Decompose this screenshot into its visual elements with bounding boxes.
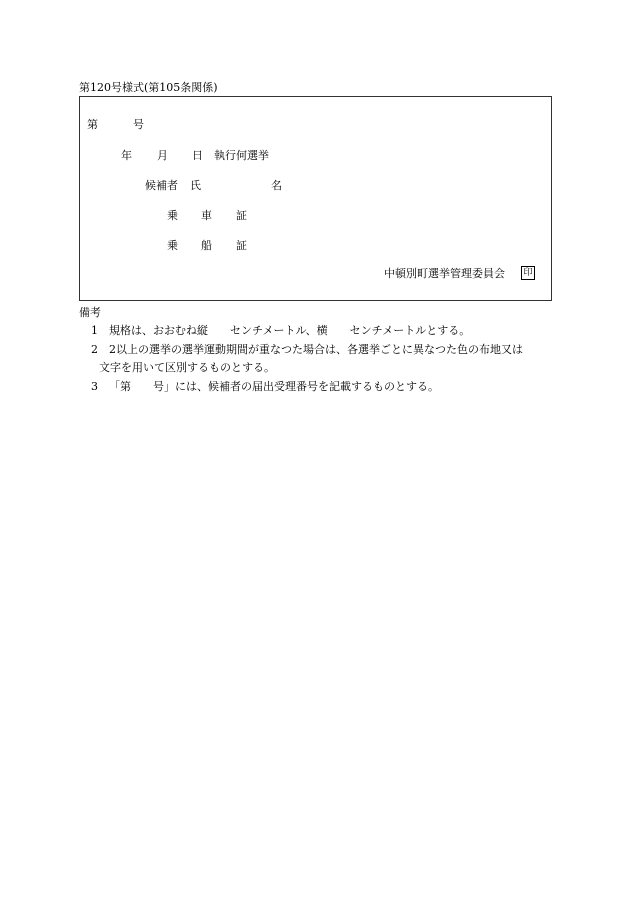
note-1-text: 規格は、おおむね縦 センチメートル、横 センチメートルとする。: [109, 324, 471, 337]
date-month: 月: [157, 149, 168, 162]
form-title: 第120号様式(第105条関係): [79, 81, 218, 94]
vehicle-pass-char-2: 車: [201, 209, 212, 222]
note-3-text: 「第 号」には、候補者の届出受理番号を記載するものとする。: [109, 380, 439, 393]
number-prefix: 第: [87, 118, 98, 131]
candidate-label: 候補者: [145, 179, 178, 192]
seal-label: 印: [523, 267, 533, 278]
vehicle-pass-char-1: 乗: [167, 209, 178, 222]
vessel-pass-char-1: 乗: [167, 239, 178, 252]
notes-heading: 備考: [79, 306, 101, 319]
note-2-text: 2以上の選挙の選挙運動期間が重なつた場合は、各選挙ごとに異なつた色の布地又は: [109, 343, 523, 356]
issuer-name: 中頓別町選挙管理委員会: [384, 267, 505, 280]
date-year: 年: [121, 149, 132, 162]
seal-mark: [521, 266, 535, 280]
note-3-number: 3: [91, 380, 98, 393]
note-2-number: 2: [91, 343, 98, 356]
note-2-continuation: 文字を用いて区別するものとする。: [99, 361, 275, 374]
election-name: 執行何選挙: [214, 149, 269, 162]
date-day: 日: [192, 149, 203, 162]
vessel-pass-char-3: 証: [236, 239, 247, 252]
note-1-number: 1: [91, 324, 98, 337]
name-suffix: 名: [271, 179, 282, 192]
vessel-pass-char-2: 船: [201, 239, 212, 252]
vehicle-pass-char-3: 証: [236, 209, 247, 222]
name-prefix: 氏: [190, 179, 201, 192]
number-suffix: 号: [133, 118, 144, 131]
